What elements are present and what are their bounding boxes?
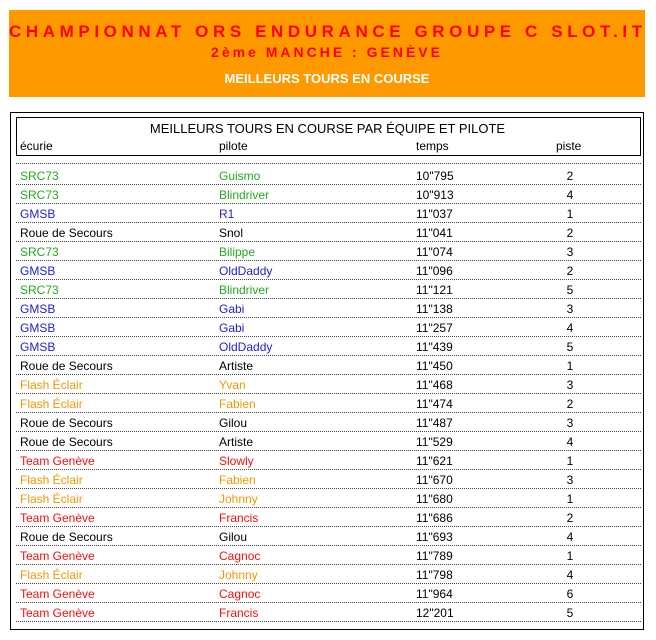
pilot-cell: Gilou <box>219 530 248 544</box>
piste-cell: 1 <box>566 454 574 468</box>
table-row <box>16 165 641 185</box>
time-cell: 11"257 <box>416 321 453 335</box>
piste-cell: 5 <box>566 283 574 297</box>
pilot-cell: OldDaddy <box>219 264 273 278</box>
piste-cell: 2 <box>566 264 574 278</box>
team-cell: Flash Éclair <box>20 378 83 392</box>
piste-cell: 1 <box>566 549 574 563</box>
piste-cell: 3 <box>566 473 574 487</box>
piste-cell: 3 <box>566 416 574 430</box>
pilot-cell: Gilou <box>219 416 248 430</box>
pilot-cell: Francis <box>219 511 259 525</box>
pilot-cell: Fabien <box>219 473 256 487</box>
championship-title: CHAMPIONNAT ORS ENDURANCE GROUPE C SLOT.IT <box>9 22 647 41</box>
piste-cell: 4 <box>566 435 574 449</box>
time-cell: 11"487 <box>416 416 453 430</box>
team-cell: Team Genève <box>20 549 95 563</box>
team-cell: GMSB <box>20 340 56 354</box>
table-row <box>16 545 641 565</box>
piste-cell: 2 <box>566 169 574 183</box>
pilot-cell: OldDaddy <box>219 340 273 354</box>
team-cell: SRC73 <box>20 188 59 202</box>
piste-cell: 4 <box>566 188 574 202</box>
table-row <box>16 526 641 546</box>
table-row <box>16 507 641 527</box>
piste-cell: 3 <box>566 378 574 392</box>
piste-cell: 5 <box>566 340 574 354</box>
time-cell: 11"439 <box>416 340 453 354</box>
piste-cell: 4 <box>566 530 574 544</box>
time-cell: 11"529 <box>416 435 453 449</box>
team-cell: SRC73 <box>20 245 59 259</box>
pilot-cell: Artiste <box>219 435 254 449</box>
table-row <box>16 583 641 603</box>
pilot-cell: Yvan <box>219 378 246 392</box>
table-row <box>16 241 641 261</box>
table-row <box>16 469 641 489</box>
team-cell: Flash Éclair <box>20 473 83 487</box>
piste-cell: 4 <box>566 321 574 335</box>
team-cell: Team Genève <box>20 606 95 620</box>
pilot-cell: Cagnoc <box>219 549 261 563</box>
team-cell: Flash Éclair <box>20 568 83 582</box>
time-cell: 11"037 <box>416 207 453 221</box>
table-row <box>16 564 641 584</box>
pilot-cell: Bilippe <box>219 245 256 259</box>
pilot-cell: Johnny <box>219 568 258 582</box>
table-row <box>16 203 641 223</box>
time-cell: 11"450 <box>416 359 453 373</box>
time-cell: 11"468 <box>416 378 453 392</box>
table-row <box>16 336 641 356</box>
header-banner <box>9 10 645 97</box>
team-cell: GMSB <box>20 264 56 278</box>
piste-cell: 1 <box>566 492 574 506</box>
header-separator <box>16 163 641 164</box>
team-cell: SRC73 <box>20 283 59 297</box>
time-cell: 11"041 <box>416 226 453 240</box>
team-cell: GMSB <box>20 302 56 316</box>
time-cell: 11"693 <box>416 530 453 544</box>
time-cell: 11"964 <box>416 587 453 601</box>
pilot-cell: Slowly <box>219 454 254 468</box>
table-row <box>16 317 641 337</box>
time-cell: 10"913 <box>416 188 454 202</box>
column-header-time: temps <box>416 139 449 153</box>
team-cell: Roue de Secours <box>20 435 113 449</box>
pilot-cell: Johnny <box>219 492 258 506</box>
table-row <box>16 222 641 242</box>
team-cell: Roue de Secours <box>20 530 113 544</box>
piste-cell: 6 <box>566 587 574 601</box>
time-cell: 11"121 <box>416 283 453 297</box>
table-row <box>16 374 641 394</box>
column-header-piste: piste <box>556 139 582 153</box>
time-cell: 11"670 <box>416 473 453 487</box>
pilot-cell: Cagnoc <box>219 587 261 601</box>
time-cell: 11"680 <box>416 492 453 506</box>
piste-cell: 3 <box>566 302 574 316</box>
time-cell: 12"201 <box>416 606 454 620</box>
section-title: MEILLEURS TOURS EN COURSE <box>224 71 430 86</box>
table-row <box>16 298 641 318</box>
pilot-cell: Blindriver <box>219 188 270 202</box>
time-cell: 11"096 <box>416 264 453 278</box>
piste-cell: 3 <box>566 245 574 259</box>
piste-cell: 2 <box>566 397 574 411</box>
team-cell: SRC73 <box>20 169 59 183</box>
piste-cell: 2 <box>566 226 574 240</box>
team-cell: Team Genève <box>20 587 95 601</box>
pilot-cell: Gabi <box>219 321 245 335</box>
table-row <box>16 412 641 432</box>
time-cell: 11"621 <box>416 454 453 468</box>
team-cell: Roue de Secours <box>20 359 113 373</box>
time-cell: 11"474 <box>416 397 453 411</box>
table-row <box>16 431 641 451</box>
team-cell: Flash Éclair <box>20 397 83 411</box>
table-row <box>16 393 641 413</box>
table-title: MEILLEURS TOURS EN COURSE PAR ÉQUIPE ET PILOTE <box>149 121 506 136</box>
column-header-pilot: pilote <box>219 139 248 153</box>
team-cell: GMSB <box>20 207 56 221</box>
table-row <box>16 450 641 470</box>
table-row <box>16 355 641 375</box>
team-cell: Roue de Secours <box>20 226 113 240</box>
column-header-team: écurie <box>20 139 53 153</box>
table-row <box>16 184 641 204</box>
piste-cell: 5 <box>566 606 574 620</box>
piste-cell: 1 <box>566 359 574 373</box>
team-cell: Team Genève <box>20 454 95 468</box>
pilot-cell: R1 <box>219 207 235 221</box>
time-cell: 10"795 <box>416 169 454 183</box>
round-subtitle: 2ème MANCHE : GENÈVE <box>211 44 443 60</box>
pilot-cell: Blindriver <box>219 283 270 297</box>
table-row <box>16 260 641 280</box>
table-row <box>16 279 641 299</box>
table-row <box>16 602 641 622</box>
table-row <box>16 488 641 508</box>
time-cell: 11"686 <box>416 511 453 525</box>
pilot-cell: Guismo <box>219 169 261 183</box>
time-cell: 11"798 <box>416 568 453 582</box>
piste-cell: 4 <box>566 568 574 582</box>
pilot-cell: Francis <box>219 606 259 620</box>
pilot-cell: Artiste <box>219 359 254 373</box>
pilot-cell: Gabi <box>219 302 245 316</box>
piste-cell: 2 <box>566 511 574 525</box>
piste-cell: 1 <box>566 207 574 221</box>
team-cell: GMSB <box>20 321 56 335</box>
team-cell: Team Genève <box>20 511 95 525</box>
time-cell: 11"138 <box>416 302 453 316</box>
team-cell: Roue de Secours <box>20 416 113 430</box>
time-cell: 11"789 <box>416 549 453 563</box>
time-cell: 11"074 <box>416 245 453 259</box>
pilot-cell: Snol <box>219 226 244 240</box>
pilot-cell: Fabien <box>219 397 256 411</box>
team-cell: Flash Éclair <box>20 492 83 506</box>
